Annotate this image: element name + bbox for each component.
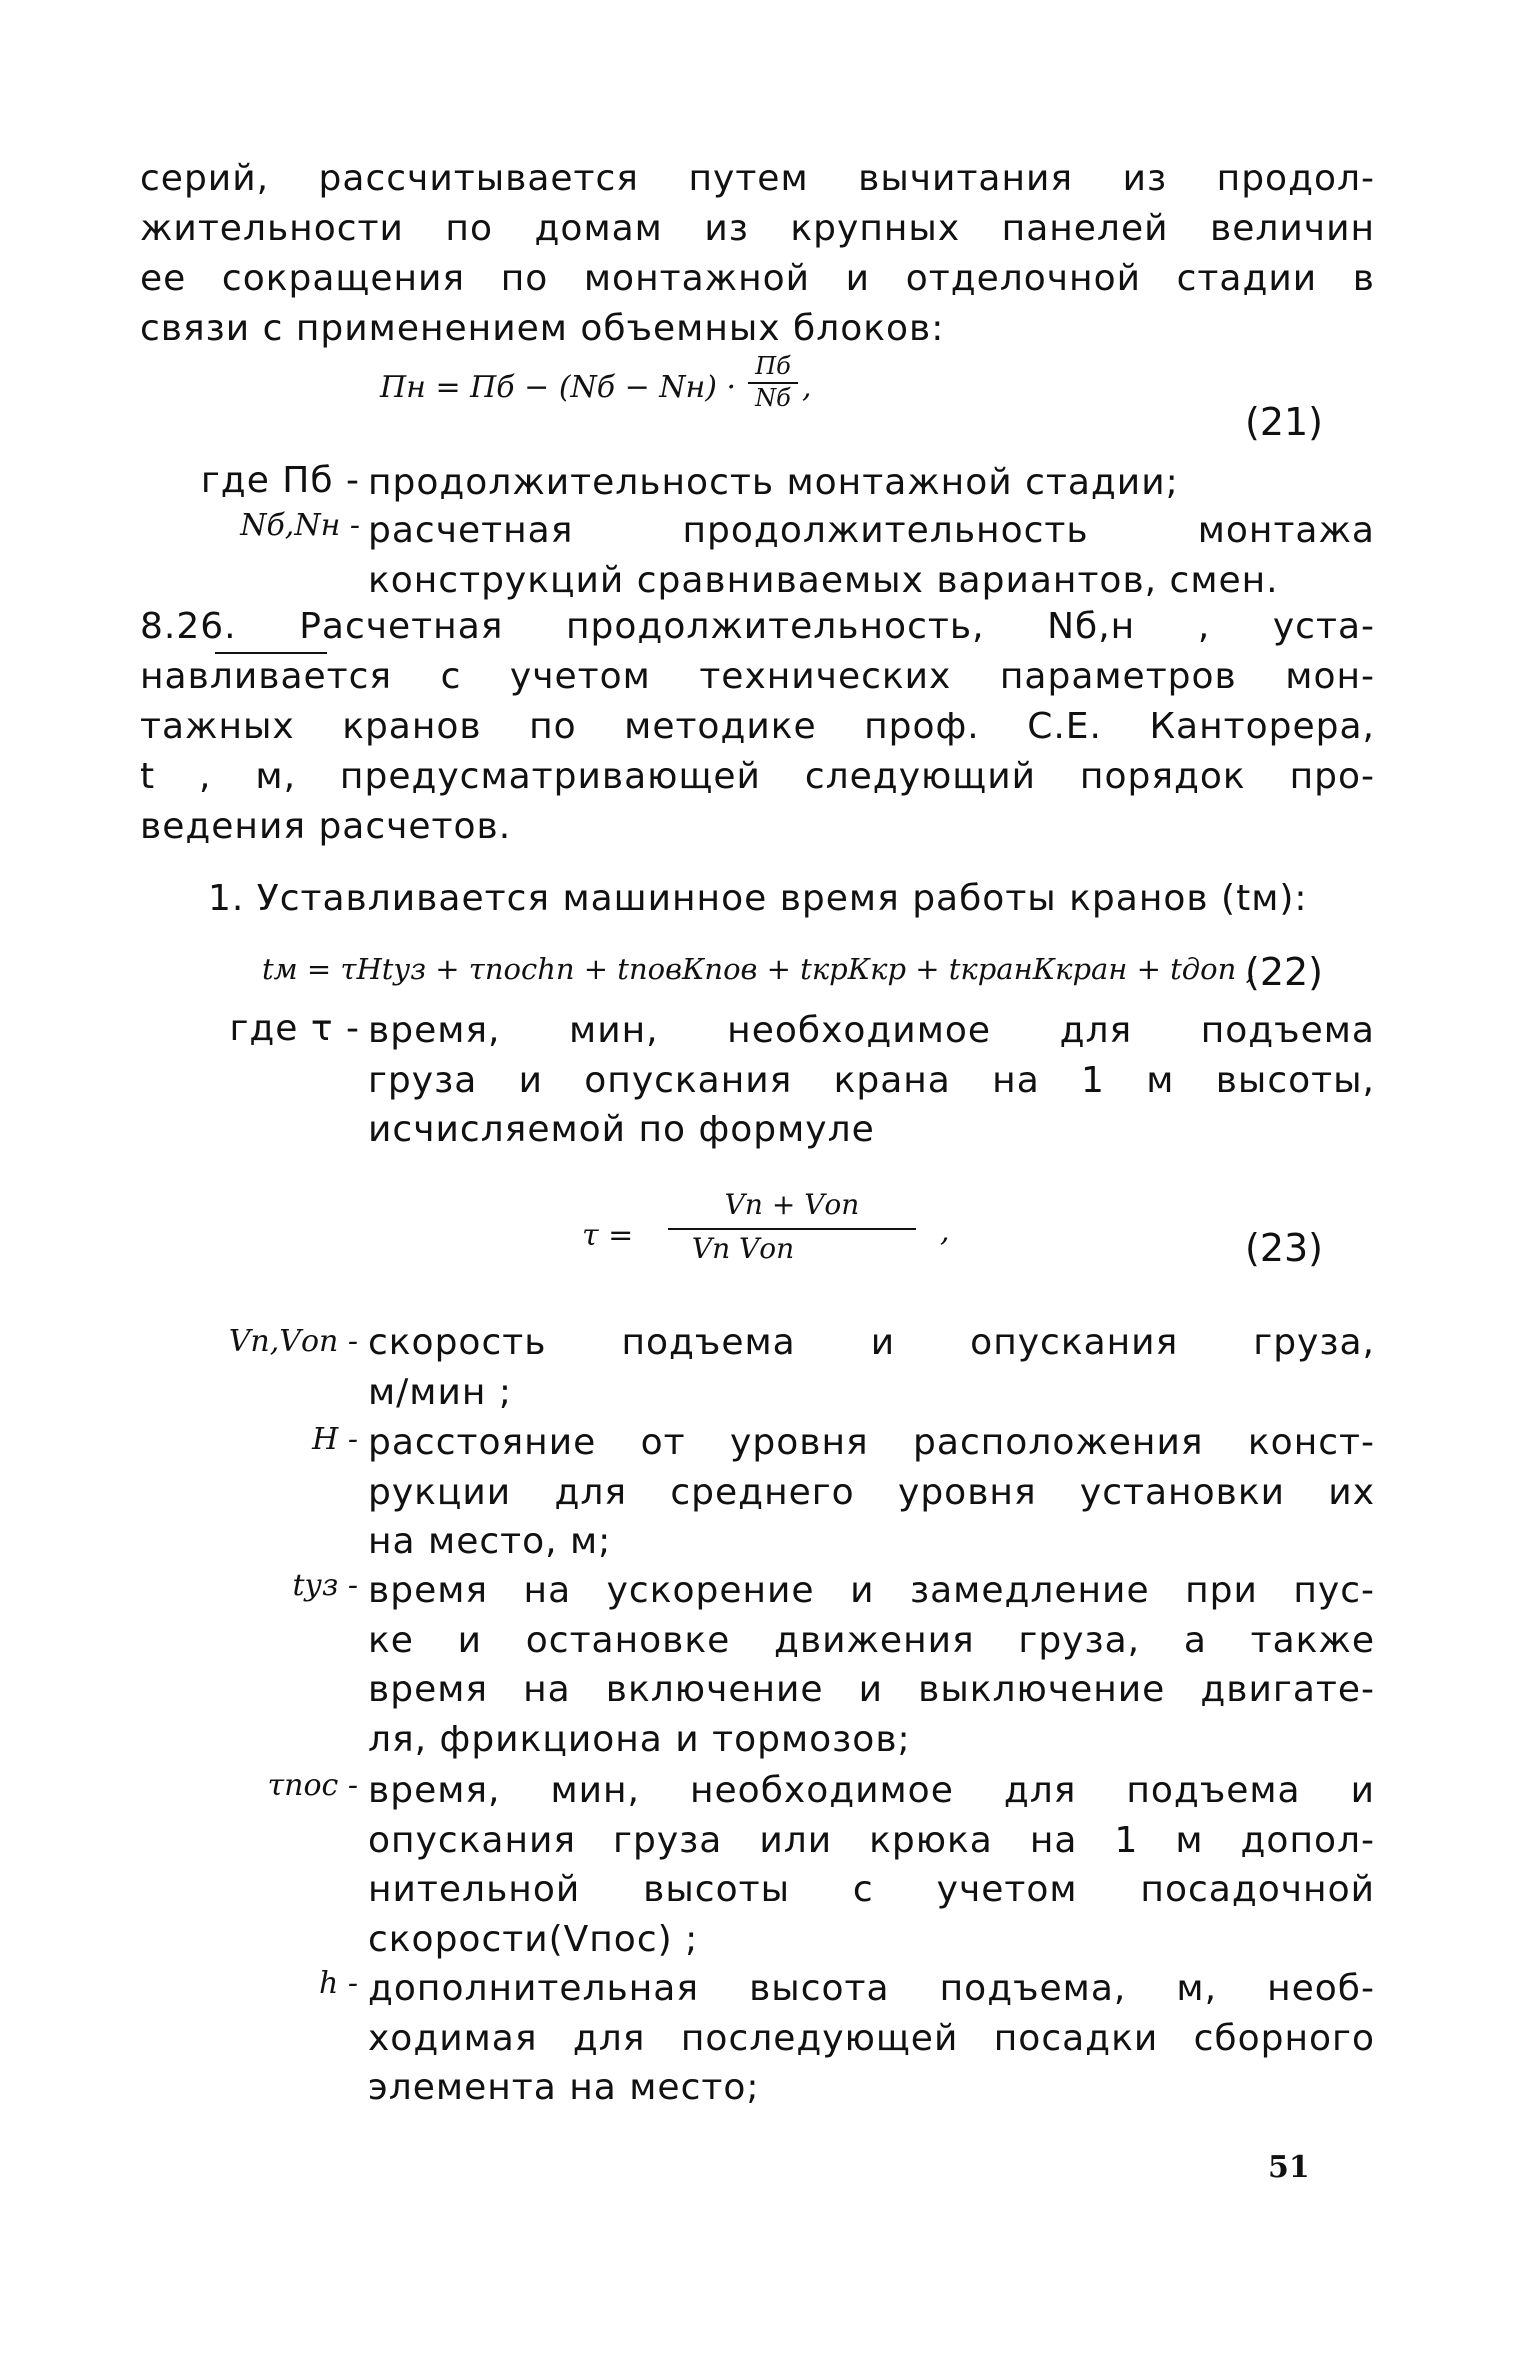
paragraph-line: ведения расчетов. [140,806,512,847]
definition-line: опускания груза или крюка на 1 м допол- [368,1819,1375,1861]
equation-23-lhs: τ = [582,1218,634,1253]
paragraph-line: t , м, предусматривающей следующий порядок про- [140,756,1375,797]
equation-21-trail: , [802,370,812,405]
definition-symbol: Vп,Vоп - [228,1324,358,1359]
definition-line: время, мин, необходимое для подъема [368,1010,1375,1051]
definition-text [368,458,1375,508]
definition-line: скорости(Vпос) ; [368,1918,699,1960]
definition-line: ходимая для последующей посадки сборного [368,2017,1375,2059]
definition-line: скорость подъема и опускания груза, [368,1322,1375,1363]
definition-line: расстояние от уровня расположения конст- [368,1422,1375,1463]
definition-line: ля, фрикциона и тормозов; [368,1718,911,1760]
definition-line: исчисляемой по формуле [368,1109,875,1150]
step-1: 1. Уставливается машинное время работы кранов (tм): [208,878,1308,919]
definition-text [368,1418,1375,1567]
paragraph-line: тажных кранов по методике проф. С.Е. Канторера, [140,706,1375,747]
equation-22-formula: tм = τНtуз + τпосhn + tповКпов + tкрКкр + tкранКкран + tдоп , [262,952,1255,986]
definition-text [368,1964,1375,2113]
definition-line: на место, м; [368,1521,612,1562]
definition-symbol: h - [319,1966,358,2001]
equation-22-number: (22) [1245,950,1324,994]
definition-symbol: τпос - [267,1768,358,1803]
equation-21-formula: Пн = Пб − (Nб − Nн) · [380,370,737,405]
intro-line: связи с применением объемных блоков: [140,308,945,349]
page-number: 51 [1268,2150,1310,2185]
definition-line: рукции для среднего уровня установки их [368,1471,1375,1513]
definition-text [368,1566,1375,1764]
definition-text [368,1006,1375,1155]
intro-line: жительности по домам из крупных панелей величин [140,208,1375,249]
definition-text [368,506,1375,605]
definition-line: продолжительность монтажной стадии; [368,462,1179,503]
definition-symbol: tуз - [292,1568,358,1603]
definition-symbol: Nб,Nн - [240,508,360,543]
equation-23-number: (23) [1245,1226,1324,1270]
equation-21-numerator: Пб [755,352,791,380]
definition-line: время на ускорение и замедление при пус- [368,1570,1375,1611]
definition-line: время, мин, необходимое для подъема и [368,1770,1375,1811]
equation-23-fraction-bar [668,1228,916,1230]
definition-line: расчетная продолжительность монтажа [368,510,1375,551]
equation-23-trail: , [940,1214,950,1249]
definition-line: дополнительная высота подъема, м, необ- [368,1968,1375,2009]
equation-23-denominator: Vп Vоп [691,1232,795,1265]
definition-line: нительной высоты с учетом посадочной [368,1869,1375,1910]
definition-line: конструкций сравниваемых вариантов, смен. [368,559,1279,601]
definition-text [368,1318,1375,1417]
equation-21-denominator: Nб [755,384,791,412]
definition-line: м/мин ; [368,1371,512,1413]
equation-21-number: (21) [1245,400,1324,444]
intro-line: серий, рассчитывается путем вычитания из продол- [140,158,1375,199]
definition-symbol: где τ - [229,1008,360,1049]
definition-line: время на включение и выключение двигате- [368,1669,1375,1710]
definition-text [368,1766,1375,1964]
section-number-underline [215,652,327,654]
paragraph-line: 8.26. Расчетная продолжительность, Nб,н , уста- [140,606,1375,647]
intro-line: ее сокращения по монтажной и отделочной стадии в [140,258,1375,299]
definition-symbol: Н - [312,1422,358,1457]
definition-line: ке и остановке движения груза, а также [368,1619,1375,1661]
definition-line: груза и опускания крана на 1 м высоты, [368,1059,1375,1101]
definition-symbol: где Пб - [200,460,360,501]
equation-23-numerator: Vп + Vоп [724,1188,860,1221]
definition-line: элемента на место; [368,2067,760,2108]
paragraph-line: навливается с учетом технических параметров мон- [140,656,1375,697]
